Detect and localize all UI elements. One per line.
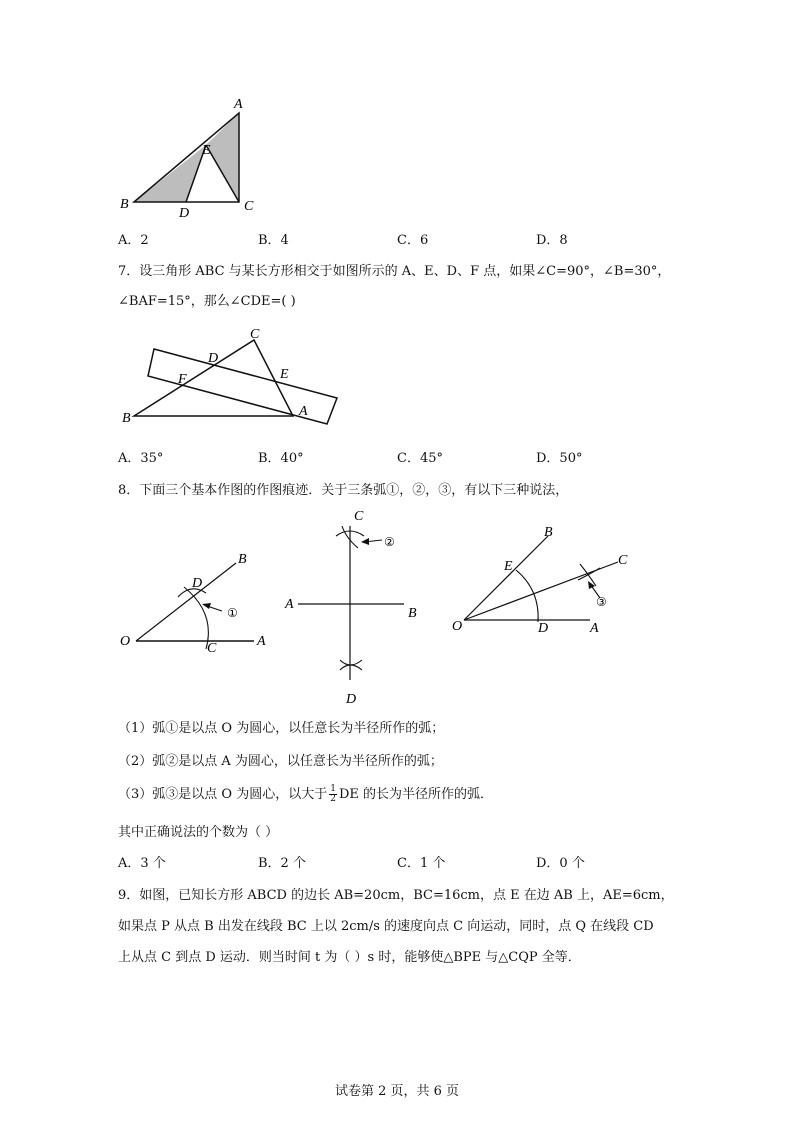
q8-f2-label-a: A (285, 597, 294, 612)
q6-label-a: A (234, 97, 243, 112)
q8-f1-label-o: O (120, 634, 131, 649)
q8-f3-arc-mark-2 (578, 568, 600, 580)
q8-f1-label-a: A (257, 634, 266, 649)
q8-statement-3-post: DE 的长为半径所作的弧． (338, 787, 493, 802)
q7-option-c: C．45° (397, 451, 443, 466)
q8-fraction-numerator: 1 (330, 784, 336, 794)
q8-statement-3 (118, 783, 493, 804)
q8-figure-3 (446, 518, 646, 640)
q7-label-f: F (178, 372, 187, 387)
q8-option-a: A．3 个 (118, 856, 166, 871)
q8-f1-label-c: C (207, 641, 217, 656)
q9-stem-line1: 9．如图，已知长方形 ABCD 的边长 AB=20cm，BC=16cm，点 E 在边 AB 上，AE=6cm， (118, 888, 674, 903)
q7-label-a: A (299, 404, 308, 419)
q6-option-d: D．8 (536, 233, 568, 248)
q8-statement-1: （1）弧①是以点 O 为圆心，以任意长为半径所作的弧； (118, 721, 445, 736)
q7-stem-line1: 7．设三角形 ABC 与某长方形相交于如图所示的 A、E、D、F 点，如果∠C=90°，∠B=30°， (118, 264, 671, 279)
q8-f2-label-c: C (354, 509, 364, 524)
q8-f2-arrow-head (361, 538, 369, 545)
q8-fraction-denominator: 2 (330, 794, 336, 804)
q6-option-b: B．4 (258, 233, 289, 248)
q8-f3-label-o: O (452, 619, 463, 634)
q7-figure (110, 318, 350, 433)
q8-f2-mark: ② (384, 535, 395, 549)
q8-fraction-half (329, 785, 337, 804)
q8-stem-line1: 8．下面三个基本作图的作图痕迹．关于三条弧①，②，③，有以下三种说法， (118, 483, 569, 498)
q7-label-e: E (280, 367, 289, 382)
q8-f1-arrow-head (202, 603, 211, 609)
q6-option-a: A．2 (118, 233, 149, 248)
q8-option-c: C．1 个 (397, 856, 446, 871)
q7-option-b: B．40° (258, 451, 304, 466)
q8-f1-mark: ① (227, 606, 238, 620)
q7-label-c: C (250, 327, 260, 342)
page-footer: 试卷第 2 页，共 6 页 (334, 1084, 460, 1099)
q6-label-d: D (179, 206, 190, 221)
q8-f1-label-b: B (238, 552, 247, 567)
q8-statement-2: （2）弧②是以点 A 为圆心，以任意长为半径所作的弧； (118, 754, 443, 769)
q7-rectangle (148, 349, 337, 424)
q7-label-b: B (122, 411, 131, 426)
q6-label-b: B (120, 197, 129, 212)
q7-option-a: A．35° (118, 451, 164, 466)
q8-f3-label-b: B (544, 525, 553, 540)
q8-f2-arc-bottom-2 (340, 665, 362, 670)
q9-stem-line3: 上从点 C 到点 D 运动．则当时间 t 为（ ）s 时，能够使△BPE 与△CQP 全等． (118, 950, 581, 965)
q8-f3-mark: ③ (596, 595, 607, 609)
q8-statement-3-pre: （3）弧③是以点 O 为圆心，以大于 (118, 787, 328, 802)
q8-option-d: D．0 个 (536, 856, 585, 871)
q8-f2-label-d: D (346, 692, 357, 707)
q6-figure (110, 90, 270, 220)
q8-f2-arc-bottom-1 (340, 660, 362, 665)
q8-f3-label-a: A (590, 621, 599, 636)
q8-f3-label-e: E (504, 559, 513, 574)
q7-option-d: D．50° (536, 451, 583, 466)
q9-stem-line2: 如果点 P 从点 B 出发在线段 BC 上以 2cm/s 的速度向点 C 向运动，同时，点 Q 在线段 CD (118, 919, 654, 934)
q8-figure-1 (118, 545, 278, 660)
q8-f3-label-d: D (538, 621, 549, 636)
q6-option-c: C．6 (397, 233, 429, 248)
q8-f1-ray-ob (136, 563, 236, 641)
q8-f3-label-c: C (618, 553, 628, 568)
q6-label-e: E (202, 143, 211, 158)
q8-question: 其中正确说法的个数为（ ） (118, 825, 279, 840)
q6-label-c: C (244, 199, 254, 214)
q8-figure-2 (284, 504, 434, 706)
q8-f2-label-b: B (408, 606, 417, 621)
q8-f1-arc-dc (184, 587, 208, 649)
q7-stem-line2: ∠BAF=15°，那么∠CDE=( ) (118, 294, 296, 309)
q8-f3-ray-ob (464, 536, 548, 620)
q8-f1-label-d: D (192, 576, 203, 591)
q7-label-d: D (208, 351, 219, 366)
q8-option-b: B．2 个 (258, 856, 306, 871)
